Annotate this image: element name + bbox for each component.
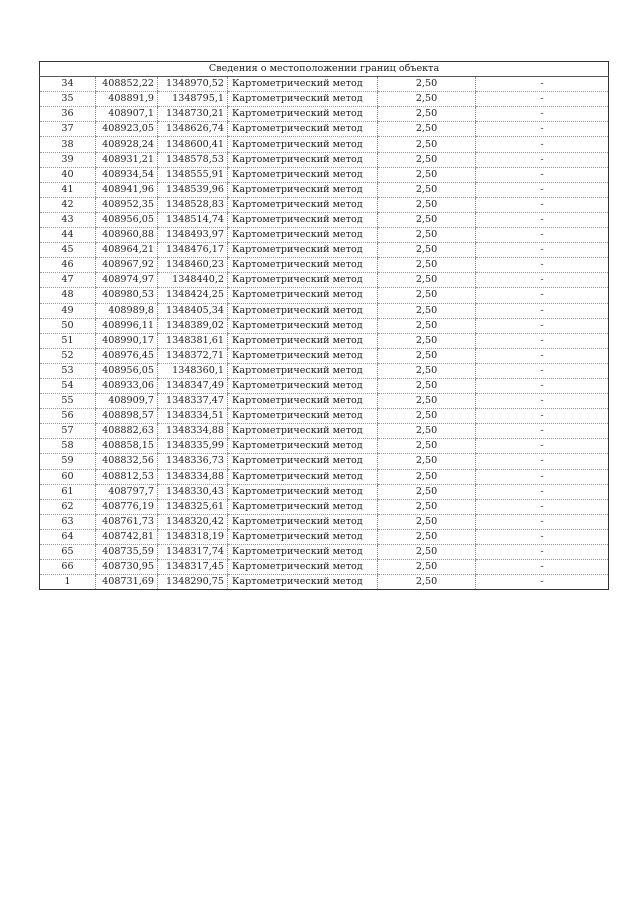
y-coordinate-cell: 1348334,51 (158, 409, 228, 424)
y-coordinate-cell: 1348325,61 (158, 499, 228, 514)
x-coordinate-cell: 408989,8 (96, 303, 158, 318)
y-coordinate-cell: 1348539,96 (158, 182, 228, 197)
y-coordinate-cell: 1348405,34 (158, 303, 228, 318)
point-number-cell: 36 (40, 107, 96, 122)
accuracy-cell: 2,50 (378, 92, 476, 107)
table-row (40, 243, 609, 258)
method-cell: Картометрический метод (228, 228, 378, 243)
y-coordinate-cell: 1348795,1 (158, 92, 228, 107)
table-row (40, 92, 609, 107)
point-number-cell: 35 (40, 92, 96, 107)
point-number-cell: 65 (40, 545, 96, 560)
y-coordinate-cell: 1348360,1 (158, 363, 228, 378)
table-row (40, 363, 609, 378)
y-coordinate-cell: 1348578,53 (158, 152, 228, 167)
method-cell: Картометрический метод (228, 348, 378, 363)
table-row (40, 212, 609, 227)
method-cell: Картометрический метод (228, 469, 378, 484)
x-coordinate-cell: 408797,7 (96, 484, 158, 499)
table-row (40, 484, 609, 499)
point-number-cell: 43 (40, 212, 96, 227)
table-row (40, 514, 609, 529)
accuracy-cell: 2,50 (378, 182, 476, 197)
table-row (40, 228, 609, 243)
note-cell: - (476, 137, 609, 152)
table-row (40, 167, 609, 182)
note-cell: - (476, 318, 609, 333)
method-cell: Картометрический метод (228, 484, 378, 499)
table-title-row (40, 62, 609, 77)
table-row (40, 333, 609, 348)
note-cell: - (476, 575, 609, 590)
accuracy-cell: 2,50 (378, 258, 476, 273)
accuracy-cell: 2,50 (378, 243, 476, 258)
accuracy-cell: 2,50 (378, 484, 476, 499)
table-row (40, 575, 609, 590)
x-coordinate-cell: 408933,06 (96, 378, 158, 393)
y-coordinate-cell: 1348318,19 (158, 529, 228, 544)
method-cell: Картометрический метод (228, 303, 378, 318)
point-number-cell: 64 (40, 529, 96, 544)
y-coordinate-cell: 1348555,91 (158, 167, 228, 182)
method-cell: Картометрический метод (228, 575, 378, 590)
method-cell: Картометрический метод (228, 529, 378, 544)
table-row (40, 545, 609, 560)
document-page (39, 61, 608, 590)
point-number-cell: 59 (40, 454, 96, 469)
x-coordinate-cell: 408923,05 (96, 122, 158, 137)
method-cell: Картометрический метод (228, 378, 378, 393)
y-coordinate-cell: 1348460,23 (158, 258, 228, 273)
method-cell: Картометрический метод (228, 212, 378, 227)
method-cell: Картометрический метод (228, 363, 378, 378)
method-cell: Картометрический метод (228, 424, 378, 439)
note-cell: - (476, 363, 609, 378)
x-coordinate-cell: 408952,35 (96, 197, 158, 212)
x-coordinate-cell: 408990,17 (96, 333, 158, 348)
note-cell: - (476, 258, 609, 273)
x-coordinate-cell: 408941,96 (96, 182, 158, 197)
method-cell: Картометрический метод (228, 167, 378, 182)
table-row (40, 77, 609, 92)
table-row (40, 107, 609, 122)
table-row (40, 182, 609, 197)
note-cell: - (476, 152, 609, 167)
table-row (40, 394, 609, 409)
accuracy-cell: 2,50 (378, 439, 476, 454)
method-cell: Картометрический метод (228, 560, 378, 575)
x-coordinate-cell: 408858,15 (96, 439, 158, 454)
note-cell: - (476, 107, 609, 122)
point-number-cell: 41 (40, 182, 96, 197)
note-cell: - (476, 424, 609, 439)
accuracy-cell: 2,50 (378, 378, 476, 393)
x-coordinate-cell: 408761,73 (96, 514, 158, 529)
note-cell: - (476, 409, 609, 424)
note-cell: - (476, 228, 609, 243)
point-number-cell: 37 (40, 122, 96, 137)
y-coordinate-cell: 1348493,97 (158, 228, 228, 243)
table-row (40, 529, 609, 544)
y-coordinate-cell: 1348290,75 (158, 575, 228, 590)
x-coordinate-cell: 408852,22 (96, 77, 158, 92)
note-cell: - (476, 182, 609, 197)
y-coordinate-cell: 1348528,83 (158, 197, 228, 212)
point-number-cell: 57 (40, 424, 96, 439)
x-coordinate-cell: 408907,1 (96, 107, 158, 122)
x-coordinate-cell: 408742,81 (96, 529, 158, 544)
x-coordinate-cell: 408996,11 (96, 318, 158, 333)
method-cell: Картометрический метод (228, 454, 378, 469)
method-cell: Картометрический метод (228, 273, 378, 288)
x-coordinate-cell: 408960,88 (96, 228, 158, 243)
point-number-cell: 38 (40, 137, 96, 152)
method-cell: Картометрический метод (228, 152, 378, 167)
y-coordinate-cell: 1348334,88 (158, 469, 228, 484)
method-cell: Картометрический метод (228, 439, 378, 454)
accuracy-cell: 2,50 (378, 529, 476, 544)
method-cell: Картометрический метод (228, 258, 378, 273)
accuracy-cell: 2,50 (378, 394, 476, 409)
note-cell: - (476, 273, 609, 288)
table-row (40, 439, 609, 454)
point-number-cell: 53 (40, 363, 96, 378)
note-cell: - (476, 197, 609, 212)
method-cell: Картометрический метод (228, 107, 378, 122)
x-coordinate-cell: 408931,21 (96, 152, 158, 167)
boundary-coordinates-table (39, 61, 609, 590)
accuracy-cell: 2,50 (378, 77, 476, 92)
x-coordinate-cell: 408832,56 (96, 454, 158, 469)
accuracy-cell: 2,50 (378, 560, 476, 575)
point-number-cell: 1 (40, 575, 96, 590)
x-coordinate-cell: 408898,57 (96, 409, 158, 424)
y-coordinate-cell: 1348335,99 (158, 439, 228, 454)
accuracy-cell: 2,50 (378, 514, 476, 529)
x-coordinate-cell: 408891,9 (96, 92, 158, 107)
y-coordinate-cell: 1348389,02 (158, 318, 228, 333)
point-number-cell: 40 (40, 167, 96, 182)
x-coordinate-cell: 408980,53 (96, 288, 158, 303)
table-row (40, 378, 609, 393)
y-coordinate-cell: 1348347,49 (158, 378, 228, 393)
y-coordinate-cell: 1348730,21 (158, 107, 228, 122)
accuracy-cell: 2,50 (378, 152, 476, 167)
table-row (40, 122, 609, 137)
y-coordinate-cell: 1348317,45 (158, 560, 228, 575)
accuracy-cell: 2,50 (378, 333, 476, 348)
method-cell: Картометрический метод (228, 77, 378, 92)
note-cell: - (476, 333, 609, 348)
accuracy-cell: 2,50 (378, 363, 476, 378)
table-row (40, 197, 609, 212)
method-cell: Картометрический метод (228, 137, 378, 152)
x-coordinate-cell: 408909,7 (96, 394, 158, 409)
accuracy-cell: 2,50 (378, 454, 476, 469)
accuracy-cell: 2,50 (378, 575, 476, 590)
note-cell: - (476, 454, 609, 469)
accuracy-cell: 2,50 (378, 122, 476, 137)
point-number-cell: 62 (40, 499, 96, 514)
x-coordinate-cell: 408928,24 (96, 137, 158, 152)
table-row (40, 273, 609, 288)
y-coordinate-cell: 1348334,88 (158, 424, 228, 439)
point-number-cell: 47 (40, 273, 96, 288)
table-row (40, 560, 609, 575)
point-number-cell: 58 (40, 439, 96, 454)
method-cell: Картометрический метод (228, 545, 378, 560)
accuracy-cell: 2,50 (378, 197, 476, 212)
accuracy-cell: 2,50 (378, 303, 476, 318)
note-cell: - (476, 545, 609, 560)
note-cell: - (476, 560, 609, 575)
method-cell: Картометрический метод (228, 394, 378, 409)
y-coordinate-cell: 1348317,74 (158, 545, 228, 560)
x-coordinate-cell: 408967,92 (96, 258, 158, 273)
point-number-cell: 48 (40, 288, 96, 303)
point-number-cell: 66 (40, 560, 96, 575)
accuracy-cell: 2,50 (378, 469, 476, 484)
method-cell: Картометрический метод (228, 288, 378, 303)
x-coordinate-cell: 408812,53 (96, 469, 158, 484)
table-row (40, 137, 609, 152)
point-number-cell: 42 (40, 197, 96, 212)
table-row (40, 424, 609, 439)
y-coordinate-cell: 1348440,2 (158, 273, 228, 288)
y-coordinate-cell: 1348626,74 (158, 122, 228, 137)
y-coordinate-cell: 1348476,17 (158, 243, 228, 258)
point-number-cell: 46 (40, 258, 96, 273)
accuracy-cell: 2,50 (378, 545, 476, 560)
note-cell: - (476, 288, 609, 303)
y-coordinate-cell: 1348970,52 (158, 77, 228, 92)
y-coordinate-cell: 1348600,41 (158, 137, 228, 152)
table-row (40, 469, 609, 484)
x-coordinate-cell: 408956,05 (96, 212, 158, 227)
note-cell: - (476, 243, 609, 258)
accuracy-cell: 2,50 (378, 212, 476, 227)
x-coordinate-cell: 408731,69 (96, 575, 158, 590)
x-coordinate-cell: 408730,95 (96, 560, 158, 575)
method-cell: Картометрический метод (228, 122, 378, 137)
table-row (40, 454, 609, 469)
point-number-cell: 54 (40, 378, 96, 393)
method-cell: Картометрический метод (228, 243, 378, 258)
method-cell: Картометрический метод (228, 197, 378, 212)
accuracy-cell: 2,50 (378, 228, 476, 243)
method-cell: Картометрический метод (228, 333, 378, 348)
point-number-cell: 49 (40, 303, 96, 318)
accuracy-cell: 2,50 (378, 348, 476, 363)
note-cell: - (476, 514, 609, 529)
note-cell: - (476, 378, 609, 393)
note-cell: - (476, 303, 609, 318)
point-number-cell: 50 (40, 318, 96, 333)
note-cell: - (476, 348, 609, 363)
method-cell: Картометрический метод (228, 92, 378, 107)
y-coordinate-cell: 1348514,74 (158, 212, 228, 227)
point-number-cell: 34 (40, 77, 96, 92)
y-coordinate-cell: 1348336,73 (158, 454, 228, 469)
y-coordinate-cell: 1348337,47 (158, 394, 228, 409)
note-cell: - (476, 394, 609, 409)
method-cell: Картометрический метод (228, 499, 378, 514)
method-cell: Картометрический метод (228, 409, 378, 424)
point-number-cell: 60 (40, 469, 96, 484)
method-cell: Картометрический метод (228, 318, 378, 333)
point-number-cell: 45 (40, 243, 96, 258)
accuracy-cell: 2,50 (378, 273, 476, 288)
accuracy-cell: 2,50 (378, 288, 476, 303)
table-row (40, 152, 609, 167)
note-cell: - (476, 77, 609, 92)
point-number-cell: 51 (40, 333, 96, 348)
point-number-cell: 56 (40, 409, 96, 424)
note-cell: - (476, 469, 609, 484)
accuracy-cell: 2,50 (378, 499, 476, 514)
x-coordinate-cell: 408974,97 (96, 273, 158, 288)
note-cell: - (476, 484, 609, 499)
accuracy-cell: 2,50 (378, 424, 476, 439)
accuracy-cell: 2,50 (378, 107, 476, 122)
table-row (40, 499, 609, 514)
y-coordinate-cell: 1348320,42 (158, 514, 228, 529)
point-number-cell: 52 (40, 348, 96, 363)
note-cell: - (476, 122, 609, 137)
point-number-cell: 61 (40, 484, 96, 499)
table-body (40, 77, 609, 590)
x-coordinate-cell: 408735,59 (96, 545, 158, 560)
table-row (40, 258, 609, 273)
x-coordinate-cell: 408976,45 (96, 348, 158, 363)
table-row (40, 348, 609, 363)
y-coordinate-cell: 1348381,61 (158, 333, 228, 348)
method-cell: Картометрический метод (228, 182, 378, 197)
x-coordinate-cell: 408934,54 (96, 167, 158, 182)
accuracy-cell: 2,50 (378, 137, 476, 152)
table-row (40, 409, 609, 424)
point-number-cell: 39 (40, 152, 96, 167)
accuracy-cell: 2,50 (378, 167, 476, 182)
table-row (40, 288, 609, 303)
table-row (40, 303, 609, 318)
y-coordinate-cell: 1348372,71 (158, 348, 228, 363)
y-coordinate-cell: 1348330,43 (158, 484, 228, 499)
accuracy-cell: 2,50 (378, 409, 476, 424)
note-cell: - (476, 529, 609, 544)
point-number-cell: 44 (40, 228, 96, 243)
note-cell: - (476, 439, 609, 454)
x-coordinate-cell: 408882,63 (96, 424, 158, 439)
table-row (40, 318, 609, 333)
table-title: Сведения о местоположении границ объекта (40, 62, 609, 77)
point-number-cell: 55 (40, 394, 96, 409)
x-coordinate-cell: 408776,19 (96, 499, 158, 514)
note-cell: - (476, 167, 609, 182)
note-cell: - (476, 212, 609, 227)
accuracy-cell: 2,50 (378, 318, 476, 333)
x-coordinate-cell: 408964,21 (96, 243, 158, 258)
point-number-cell: 63 (40, 514, 96, 529)
y-coordinate-cell: 1348424,25 (158, 288, 228, 303)
note-cell: - (476, 92, 609, 107)
note-cell: - (476, 499, 609, 514)
x-coordinate-cell: 408956,05 (96, 363, 158, 378)
method-cell: Картометрический метод (228, 514, 378, 529)
